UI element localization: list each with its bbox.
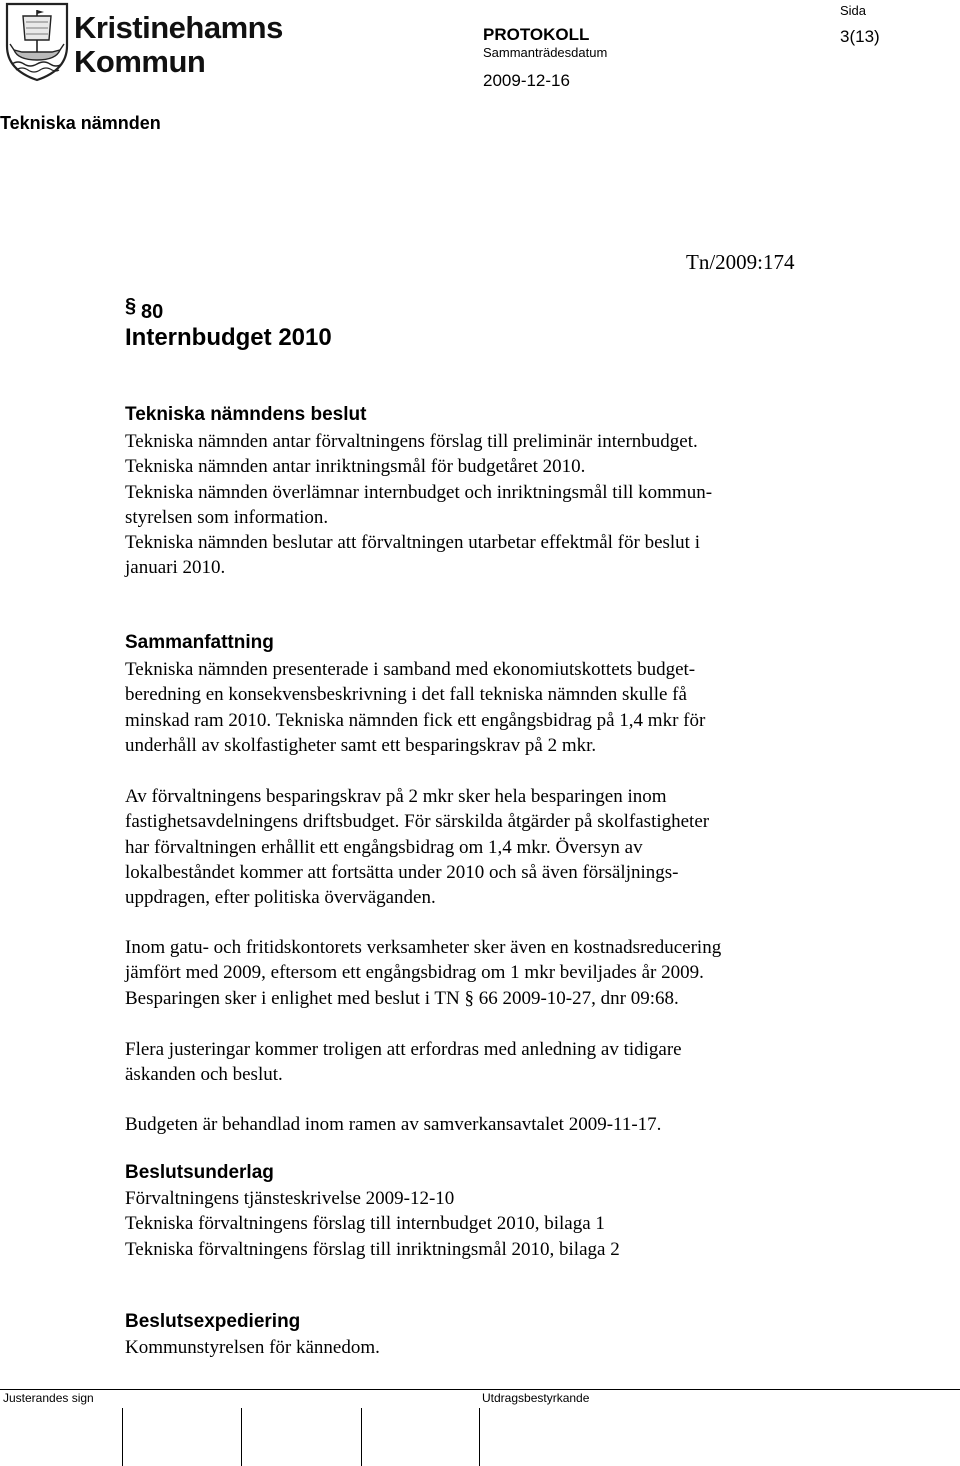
dispatch-list [125, 1335, 825, 1360]
decision-text [125, 429, 825, 581]
section-number: 80 [141, 301, 164, 323]
decision-line: januari 2010. [125, 557, 226, 579]
summary-line: Flera justeringar kommer troligen att erfordras med anledning av tidigare [125, 1039, 682, 1060]
basis-item: Tekniska förvaltningens förslag till inriktningsmål 2010, bilaga 2 [125, 1238, 620, 1260]
summary-line: äskanden och beslut. [125, 1064, 283, 1086]
decision-line: Tekniska nämnden överlämnar internbudget och inriktningsmål till kommun- [125, 481, 713, 503]
summary-line: har förvaltningen erhållit ett engångsbidrag om 1,4 mkr. Översyn av [125, 836, 643, 858]
section-title: Internbudget 2010 [125, 324, 332, 351]
summary-line: Av förvaltningens besparingskrav på 2 mkr sker hela besparingen inom [125, 786, 667, 807]
decision-heading: Tekniska nämndens beslut [125, 404, 367, 425]
summary-line: Budgeten är behandlad inom ramen av samverkansavtalet 2009-11-17. [125, 1114, 662, 1135]
decision-line: Tekniska nämnden antar inriktningsmål för budgetåret 2010. [125, 456, 586, 478]
sign-box-divider [122, 1408, 123, 1466]
logo-word-line2: Kommun [74, 44, 206, 79]
summary-line: Tekniska nämnden presenterade i samband med ekonomiutskottets budget- [125, 659, 696, 680]
date-label: Sammanträdesdatum [483, 45, 608, 60]
logo-word-line1: Kristinehamns [74, 10, 283, 45]
decision-line: Tekniska nämnden antar förvaltningens förslag till preliminär internbudget. [125, 431, 698, 452]
dispatch-item: Kommunstyrelsen för kännedom. [125, 1337, 380, 1358]
summary-line: beredning en konsekvensbeskrivning i det fall tekniska nämnden skulle få [125, 684, 687, 706]
footer-divider [0, 1389, 960, 1390]
basis-item: Förvaltningens tjänsteskrivelse 2009-12-10 [125, 1188, 455, 1209]
summary-line: uppdragen, efter politiska överväganden. [125, 887, 436, 909]
extract-label: Utdragsbestyrkande [482, 1391, 590, 1405]
summary-heading: Sammanfattning [125, 632, 274, 653]
basis-list [125, 1186, 825, 1262]
sign-box-divider [361, 1408, 362, 1466]
summary-paragraph-4 [125, 1037, 825, 1088]
coat-of-arms-ship-icon [4, 0, 70, 82]
doc-type: PROTOKOLL [483, 25, 590, 44]
dispatch-heading: Beslutsexpediering [125, 1311, 301, 1332]
summary-paragraph-1 [125, 657, 825, 758]
summary-line: fastighetsavdelningens driftsbudget. För särskilda åtgärder på skolfastigheter [125, 811, 710, 833]
decision-line: Tekniska nämnden beslutar att förvaltningen utarbetar effektmål för beslut i [125, 532, 700, 554]
summary-paragraph-3 [125, 935, 825, 1011]
summary-paragraph-5 [125, 1112, 825, 1137]
summary-line: Besparingen sker i enlighet med beslut i TN § 66 2009-10-27, dnr 09:68. [125, 987, 679, 1009]
basis-item: Tekniska förvaltningens förslag till internbudget 2010, bilaga 1 [125, 1213, 605, 1235]
summary-line: lokalbeståndet kommer att fortsätta under 2010 och så även försäljnings- [125, 861, 679, 883]
summary-line: jämfört med 2009, eftersom ett engångsbidrag om 1 mkr beviljades år 2009. [125, 962, 704, 984]
summary-paragraph-2 [125, 784, 825, 910]
section-symbol: § [125, 295, 137, 317]
sign-box-divider [241, 1408, 242, 1466]
summary-line: underhåll av skolfastigheter samt ett besparingskrav på 2 mkr. [125, 734, 597, 756]
case-number: Tn/2009:174 [686, 250, 795, 274]
summary-line: Inom gatu- och fritidskontorets verksamheter sker även en kostnadsreducering [125, 937, 722, 958]
kristinehamns-kommun-logo [4, 0, 283, 82]
meeting-date: 2009-12-16 [483, 71, 570, 90]
committee-name: Tekniska nämnden [0, 113, 161, 133]
page-label: Sida [840, 3, 867, 18]
sign-box-divider [479, 1408, 480, 1466]
page-number: 3(13) [840, 27, 880, 46]
summary-line: minskad ram 2010. Tekniska nämnden fick ett engångsbidrag på 1,4 mkr för [125, 709, 706, 731]
basis-heading: Beslutsunderlag [125, 1162, 274, 1183]
decision-line: styrelsen som information. [125, 506, 329, 528]
sign-label: Justerandes sign [3, 1391, 94, 1405]
